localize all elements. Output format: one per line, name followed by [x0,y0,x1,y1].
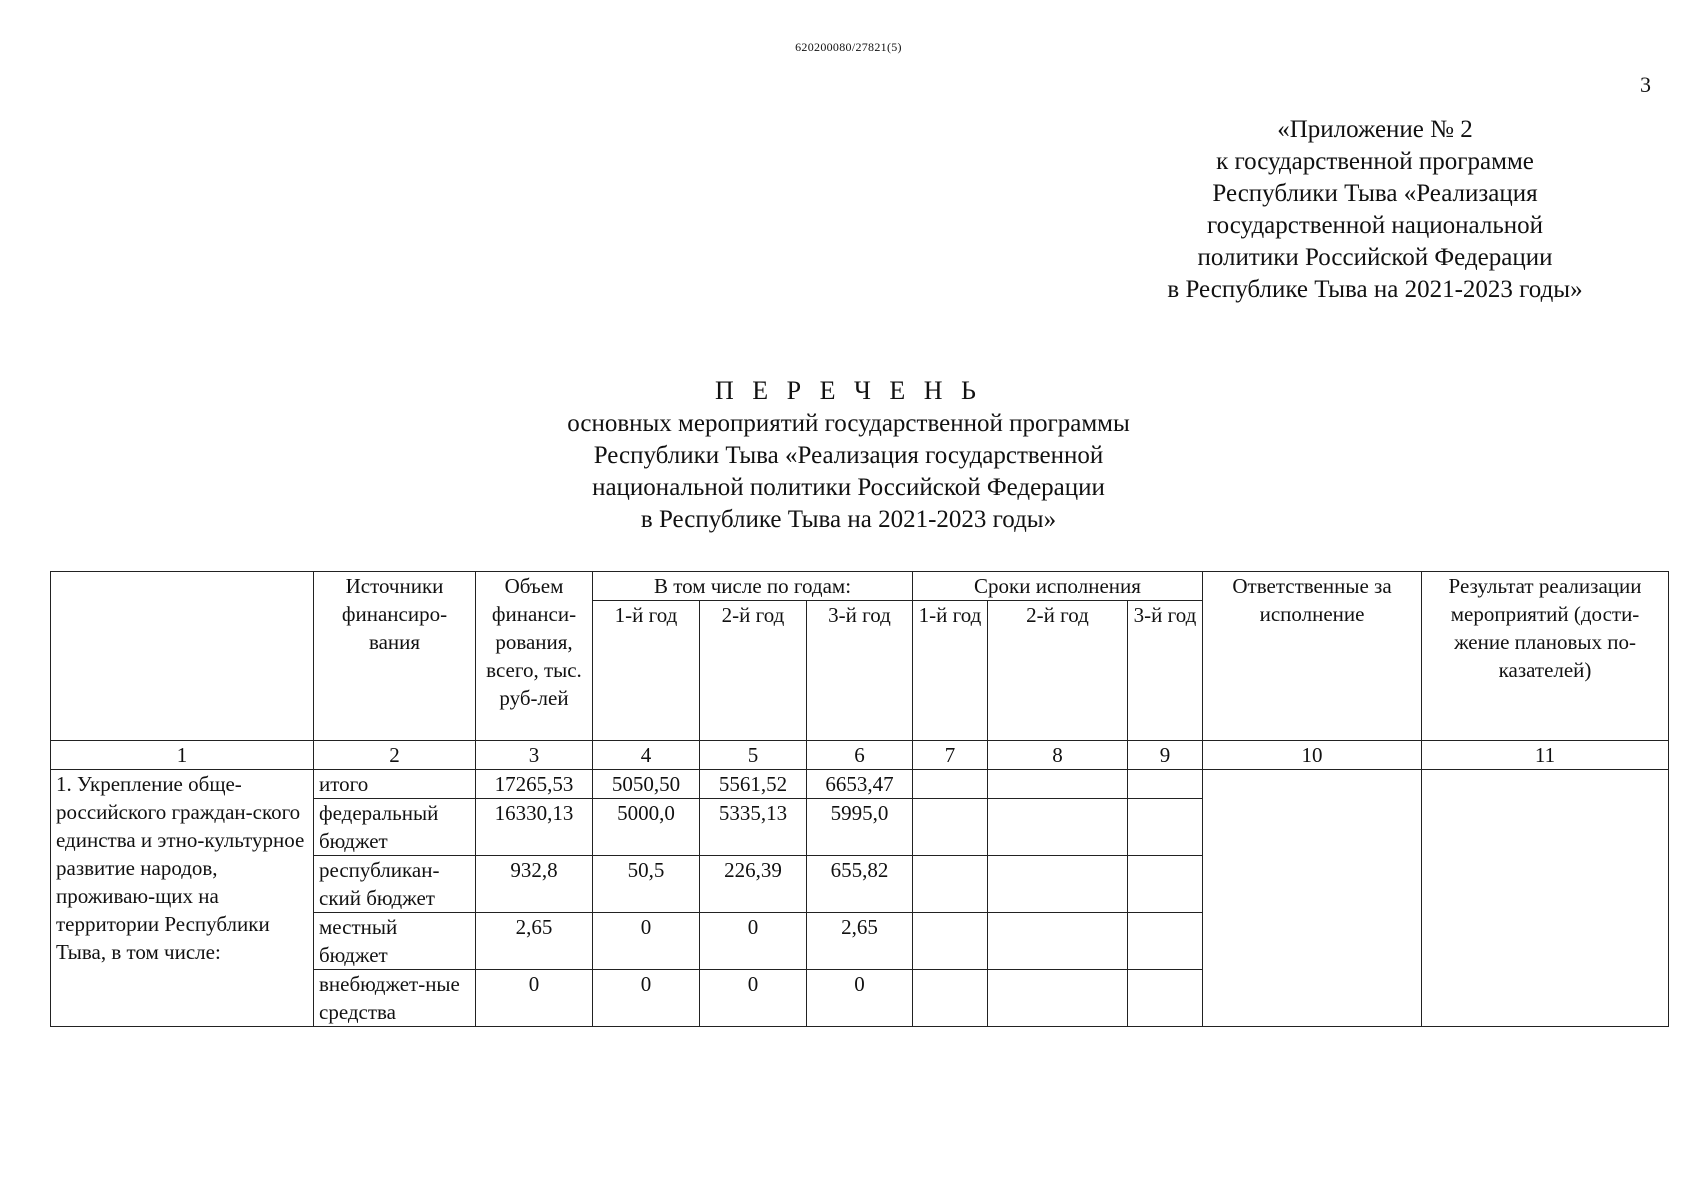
appendix-line: к государственной программе [1216,148,1534,175]
funding-year-2: 0 [700,913,807,970]
funding-total: 17265,53 [476,770,593,799]
appendix-line: Республики Тыва «Реализация [1212,180,1538,207]
funding-year-3: 6653,47 [807,770,913,799]
header-year-3: 3-й год [807,601,913,741]
funding-year-2: 0 [700,970,807,1027]
deadline-year-1 [913,856,988,913]
activity-name: 1. Укрепление обще-российского граждан-ского единства и этно-культурное развитие народов, проживаю-щих на территории Республики Тыва, в том числе: [51,770,314,1027]
funding-year-3: 0 [807,970,913,1027]
activities-table [50,571,1669,1027]
appendix-line: в Республике Тыва на 2021-2023 годы» [1167,276,1583,303]
header-deadline-year-2: 2-й год [988,601,1128,741]
title-line: в Республике Тыва на 2021-2023 годы» [640,506,1057,533]
funding-total: 0 [476,970,593,1027]
title-heading: П Е Р Е Ч Е Н Ь [715,376,982,405]
header-year-2: 2-й год [700,601,807,741]
column-number: 9 [1128,741,1203,770]
funding-year-1: 0 [593,913,700,970]
table-row [51,770,1669,799]
funding-source: республикан-ский бюджет [314,856,476,913]
column-number: 1 [51,741,314,770]
responsible-cell [1203,770,1422,1027]
column-number: 8 [988,741,1128,770]
title-line: национальной политики Российской Федерации [592,474,1105,501]
header-sources: Источники финансиро-вания [314,572,476,741]
funding-source: внебюджет-ные средства [314,970,476,1027]
funding-year-1: 5050,50 [593,770,700,799]
column-number: 2 [314,741,476,770]
deadline-year-3 [1128,770,1203,799]
header-deadline-year-1: 1-й год [913,601,988,741]
funding-source: федеральный бюджет [314,799,476,856]
funding-total: 2,65 [476,913,593,970]
funding-year-3: 655,82 [807,856,913,913]
column-number-row [51,741,1669,770]
funding-source: итого [314,770,476,799]
column-number: 6 [807,741,913,770]
funding-source: местный бюджет [314,913,476,970]
result-cell [1422,770,1669,1027]
funding-year-2: 5561,52 [700,770,807,799]
deadline-year-1 [913,970,988,1027]
deadline-year-2 [988,856,1128,913]
column-number: 7 [913,741,988,770]
header-deadline-year-3: 3-й год [1128,601,1203,741]
title-line: основных мероприятий государственной программы [567,410,1130,437]
header-by-years: В том числе по годам: [593,572,913,601]
funding-year-1: 0 [593,970,700,1027]
page-number: 3 [1640,72,1651,97]
deadline-year-2 [988,913,1128,970]
column-number: 3 [476,741,593,770]
deadline-year-3 [1128,799,1203,856]
header-result: Результат реализации мероприятий (дости-жение плановых по-казателей) [1422,572,1669,741]
funding-year-1: 50,5 [593,856,700,913]
deadline-year-3 [1128,970,1203,1027]
deadline-year-1 [913,770,988,799]
deadline-year-2 [988,770,1128,799]
funding-year-1: 5000,0 [593,799,700,856]
appendix-line: государственной национальной [1207,212,1543,239]
header-year-1: 1-й год [593,601,700,741]
document-title [0,374,1697,536]
header-responsible: Ответственные за исполнение [1203,572,1422,741]
deadline-year-1 [913,913,988,970]
deadline-year-2 [988,970,1128,1027]
funding-total: 932,8 [476,856,593,913]
deadline-year-3 [1128,856,1203,913]
header-volume: Объем финанси-рования, всего, тыс. руб-лей [476,572,593,741]
funding-year-2: 5335,13 [700,799,807,856]
appendix-line: «Приложение № 2 [1277,116,1473,143]
deadline-year-1 [913,799,988,856]
document-id: 620200080/27821(5) [795,40,902,54]
deadline-year-2 [988,799,1128,856]
column-number: 5 [700,741,807,770]
title-line: Республики Тыва «Реализация государственной [593,442,1104,469]
appendix-line: политики Российской Федерации [1197,244,1553,271]
funding-year-3: 5995,0 [807,799,913,856]
appendix-reference [1050,114,1697,306]
column-number: 11 [1422,741,1669,770]
header-activity [51,572,314,741]
deadline-year-3 [1128,913,1203,970]
column-number: 10 [1203,741,1422,770]
funding-year-2: 226,39 [700,856,807,913]
column-number: 4 [593,741,700,770]
header-deadlines: Сроки исполнения [913,572,1203,601]
funding-year-3: 2,65 [807,913,913,970]
funding-total: 16330,13 [476,799,593,856]
